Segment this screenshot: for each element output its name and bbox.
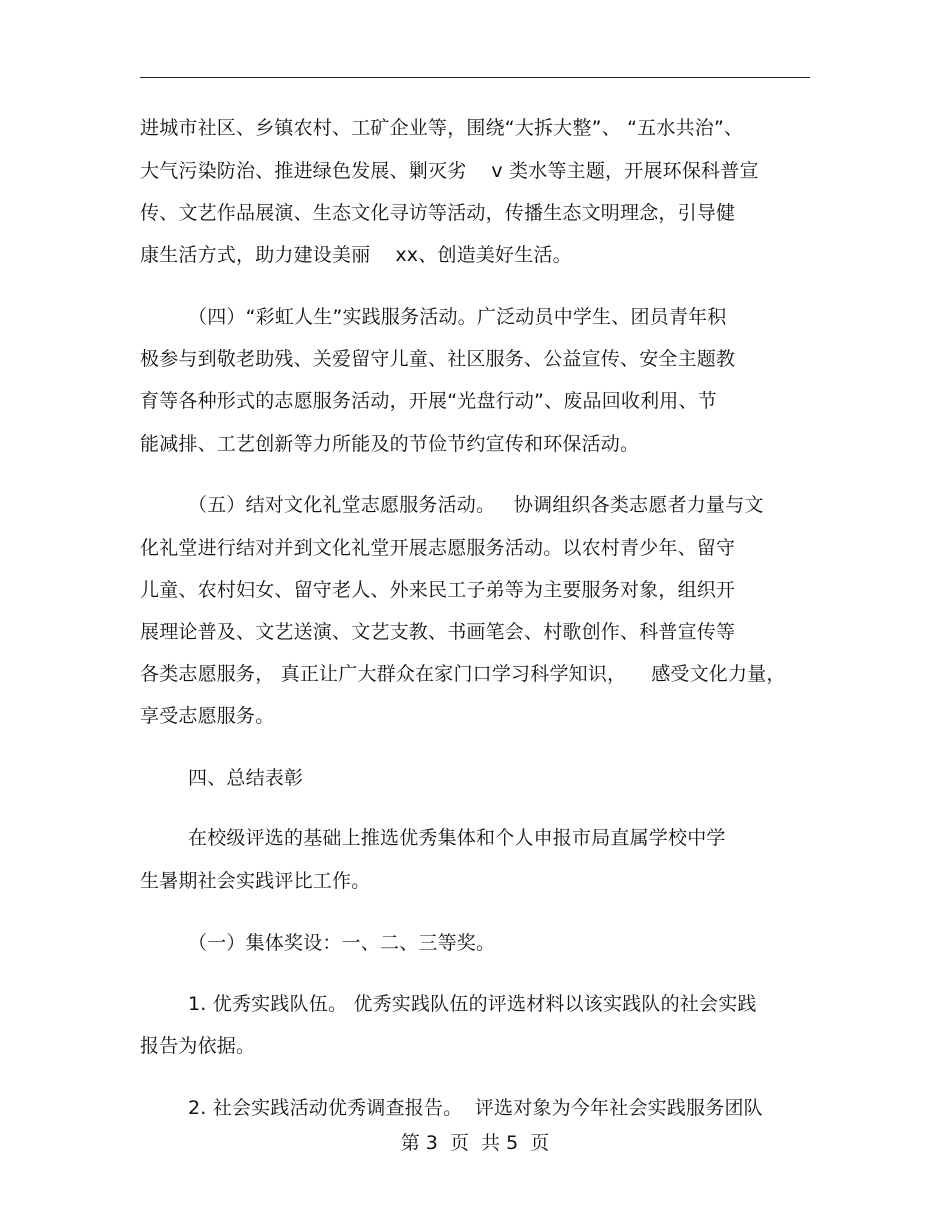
collective-award-line: （一）集体奖设：一、二、三等奖。 [188,932,496,954]
paragraph-five-heading-line: （五）结对文化礼堂志愿服务活动。 协调组织各类志愿者力量与文 [188,494,764,516]
section-heading: 四、总结表彰 [188,767,304,789]
page-footer: 第 3 页 共 5 页 [400,1132,550,1154]
text-line: 能减排、工艺创新等力所能及的节俭节约宣传和环保活动。 [140,433,640,455]
text-line: 化礼堂进行结对并到文化礼堂开展志愿服务活动。以农村青少年、留守 [140,537,736,559]
header-rule [140,77,810,78]
text-line: 育等各种形式的志愿服务活动，开展“光盘行动”、废品回收利用、节 [140,390,717,412]
text-line: 进城市社区、乡镇农村、工矿企业等，围绕“大拆大整”、 “五水共治”、 [140,117,744,139]
text-line: 传、文艺作品展演、生态文化寻访等活动，传播生态文明理念，引导健 [140,202,736,224]
text-line: 康生活方式，助力建设美丽 xx、创造美好生活。 [140,244,572,266]
text-line: 各类志愿服务， 真正让广大群众在家门口学习科学知识， 感受文化力量， [140,663,786,685]
text-line: 极参与到敬老助残、关爱留守儿童、社区服务、公益宣传、安全主题教 [140,348,736,370]
text-line: 享受志愿服务。 [140,705,275,727]
text-line: 2. 社会实践活动优秀调查报告。 评选对象为今年社会实践服务团队 [188,1097,763,1119]
paragraph-four-heading-line: （四）“彩虹人生”实践服务活动。广泛动员中学生、团员青年积 [188,306,727,328]
text-line: 报告为依据。 [140,1035,256,1057]
text-line: 大气污染防治、推进绿色发展、剿灭劣 v 类水等主题，开展环保科普宣 [140,160,759,182]
text-line: 展理论普及、文艺送演、文艺支教、书画笔会、村歌创作、科普宣传等 [140,621,736,643]
text-line: 在校级评选的基础上推选优秀集体和个人申报市局直属学校中学 [188,827,726,849]
text-line: 儿童、农村妇女、留守老人、外来民工子弟等为主要服务对象，组织开 [140,579,736,601]
text-line: 1. 优秀实践队伍。 优秀实践队伍的评选材料以该实践队的社会实践 [188,993,757,1015]
text-line: 生暑期社会实践评比工作。 [140,870,371,892]
